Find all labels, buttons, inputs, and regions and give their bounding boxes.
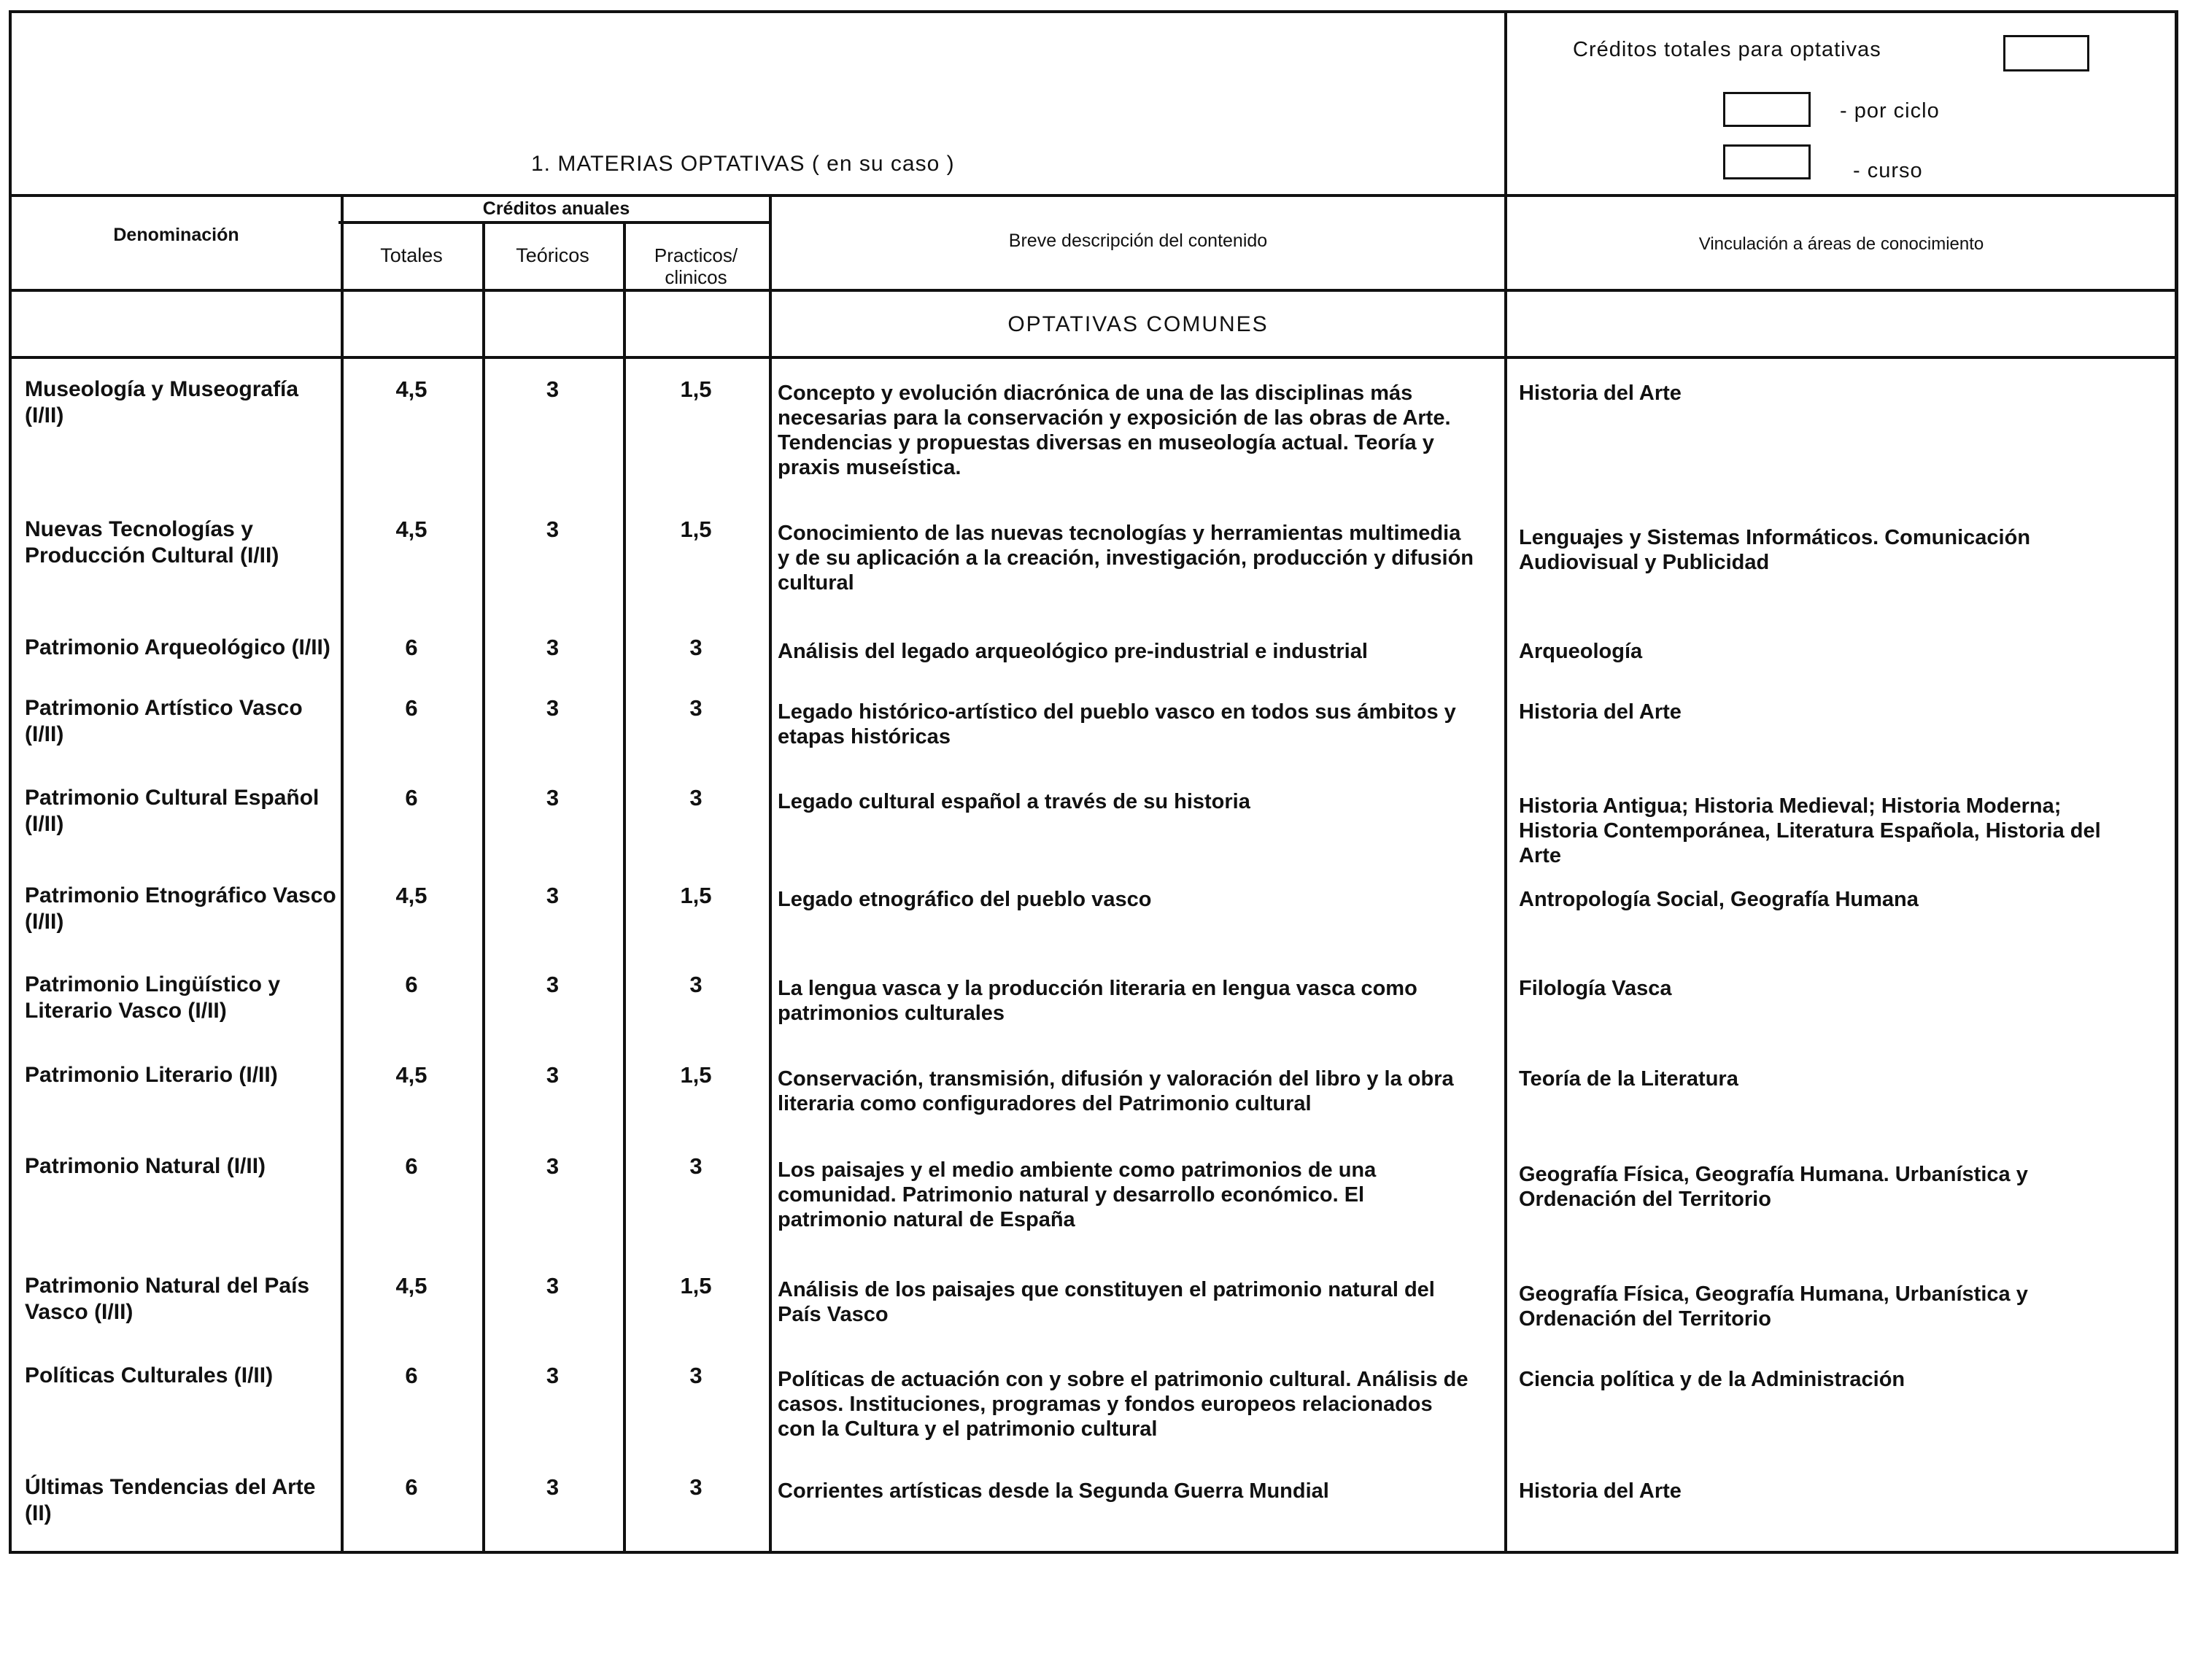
row-totales: 4,5 [395, 376, 427, 402]
header-descripcion: Breve descripción del contenido [1008, 231, 1268, 251]
row-teoricos: 3 [546, 1153, 560, 1179]
row-teoricos: 3 [546, 785, 560, 810]
per-cycle-label: - por ciclo [1840, 99, 1940, 123]
col-rule-practicos [769, 196, 772, 1554]
header-totales: Totales [380, 244, 443, 266]
per-course-label: - curso [1853, 159, 1923, 182]
row-totales: 6 [405, 1363, 418, 1388]
row-vinculacion: Historia Contemporánea, Literatura Española, Historia del [1519, 819, 2101, 843]
row-descripcion: casos. Instituciones, programas y fondos europeos relacionados [778, 1393, 1433, 1416]
row-denominacion: Últimas Tendencias del Arte [25, 1475, 316, 1499]
row-vinculacion: Geografía Física, Geografía Humana, Urbanística y [1519, 1282, 2028, 1306]
row-vinculacion: Historia del Arte [1519, 382, 1682, 405]
row-descripcion: La lengua vasca y la producción literaria en lengua vasca como [778, 977, 1417, 1000]
row-vinculacion: Historia del Arte [1519, 1479, 1682, 1503]
row-teoricos: 3 [546, 376, 560, 402]
row-descripcion: comunidad. Patrimonio natural y desarrollo económico. El [778, 1183, 1365, 1207]
row-descripcion: Legado cultural español a través de su historia [778, 790, 1250, 813]
row-vinculacion: Arqueología [1519, 640, 1643, 663]
credits-total-label: Créditos totales para optativas [1573, 38, 1881, 61]
row-denominacion: (I/II) [25, 812, 64, 836]
row-practicos: 3 [689, 695, 703, 721]
row-descripcion: con la Cultura y el patrimonio cultural [778, 1417, 1158, 1441]
row-totales: 6 [405, 695, 418, 721]
row-denominacion: (I/II) [25, 403, 64, 427]
header-creditos-anuales: Créditos anuales [482, 198, 630, 219]
credits-total-box[interactable] [2003, 35, 2089, 71]
row-teoricos: 3 [546, 1062, 560, 1088]
row-descripcion: necesarias para la conservación y exposición de las obras de Arte. [778, 406, 1451, 430]
row-denominacion: Patrimonio Literario (I/II) [25, 1063, 278, 1087]
row-totales: 6 [405, 785, 418, 810]
rule-below-section [12, 356, 2175, 359]
row-totales: 4,5 [395, 883, 427, 908]
row-teoricos: 3 [546, 1474, 560, 1500]
row-practicos: 3 [689, 1153, 703, 1179]
row-descripcion: patrimonio natural de España [778, 1208, 1075, 1231]
row-descripcion: Legado etnográfico del pueblo vasco [778, 888, 1152, 911]
row-teoricos: 3 [546, 1363, 560, 1388]
row-vinculacion: Teoría de la Literatura [1519, 1067, 1738, 1091]
optativas-form-sheet [9, 10, 2178, 1554]
row-practicos: 1,5 [680, 376, 712, 402]
row-descripcion: Políticas de actuación con y sobre el patrimonio cultural. Análisis de [778, 1368, 1469, 1391]
row-denominacion: Patrimonio Arqueológico (I/II) [25, 635, 330, 659]
header-practicos-2: clinicos [665, 266, 727, 288]
row-descripcion: País Vasco [778, 1303, 889, 1326]
row-descripcion: patrimonios culturales [778, 1002, 1005, 1025]
row-practicos: 1,5 [680, 883, 712, 908]
row-denominacion: Vasco (I/II) [25, 1300, 134, 1324]
row-descripcion: praxis museística. [778, 456, 961, 479]
row-teoricos: 3 [546, 1273, 560, 1298]
row-descripcion: Corrientes artísticas desde la Segunda Guerra Mundial [778, 1479, 1329, 1503]
row-teoricos: 3 [546, 516, 560, 542]
row-denominacion: Literario Vasco (I/II) [25, 999, 227, 1023]
row-descripcion: y de su aplicación a la creación, investigación, producción y difusión [778, 546, 1474, 570]
row-denominacion: Patrimonio Natural (I/II) [25, 1154, 266, 1178]
rule-below-column-headers [12, 289, 2175, 292]
row-practicos: 3 [689, 1474, 703, 1500]
row-denominacion: Patrimonio Lingüístico y [25, 972, 281, 996]
row-teoricos: 3 [546, 883, 560, 908]
row-descripcion: Conocimiento de las nuevas tecnologías y herramientas multimedia [778, 522, 1461, 545]
header-practicos-1: Practicos/ [654, 244, 738, 266]
per-course-box[interactable] [1723, 144, 1811, 179]
row-totales: 6 [405, 635, 418, 660]
row-vinculacion: Ciencia política y de la Administración [1519, 1368, 1905, 1391]
row-denominacion: Patrimonio Artístico Vasco [25, 696, 303, 720]
row-descripcion: Legado histórico-artístico del pueblo vasco en todos sus ámbitos y [778, 700, 1456, 724]
row-totales: 6 [405, 1474, 418, 1500]
row-totales: 6 [405, 1153, 418, 1179]
section-optativas-comunes: OPTATIVAS COMUNES [1007, 312, 1269, 336]
row-denominacion: Patrimonio Natural del País [25, 1274, 310, 1298]
rule-below-header [12, 194, 2175, 197]
row-teoricos: 3 [546, 972, 560, 997]
row-denominacion: Patrimonio Cultural Español [25, 786, 320, 810]
row-vinculacion: Filología Vasca [1519, 977, 1672, 1000]
row-denominacion: Nuevas Tecnologías y [25, 517, 253, 541]
row-denominacion: Producción Cultural (I/II) [25, 543, 279, 568]
row-vinculacion: Ordenación del Territorio [1519, 1188, 1771, 1211]
row-practicos: 1,5 [680, 516, 712, 542]
row-descripcion: Conservación, transmisión, difusión y valoración del libro y la obra [778, 1067, 1454, 1091]
header-vinculacion: Vinculación a áreas de conocimiento [1698, 234, 1984, 254]
row-denominacion: Museología y Museografía [25, 377, 299, 401]
row-vinculacion: Historia del Arte [1519, 700, 1682, 724]
section-title: 1. MATERIAS OPTATIVAS ( en su caso ) [531, 152, 955, 176]
row-denominacion: (I/II) [25, 722, 64, 746]
rule-below-credits-anuales [338, 221, 772, 224]
row-teoricos: 3 [546, 635, 560, 660]
row-denominacion: (I/II) [25, 910, 64, 934]
row-practicos: 3 [689, 635, 703, 660]
row-practicos: 1,5 [680, 1062, 712, 1088]
row-descripcion: Tendencias y propuestas diversas en museología actual. Teoría y [778, 431, 1434, 454]
header-denominacion: Denominación [113, 225, 239, 245]
row-totales: 4,5 [395, 516, 427, 542]
row-denominacion: Patrimonio Etnográfico Vasco [25, 883, 336, 907]
row-teoricos: 3 [546, 695, 560, 721]
row-totales: 4,5 [395, 1062, 427, 1088]
row-vinculacion: Historia Antigua; Historia Medieval; Historia Moderna; [1519, 794, 2062, 818]
row-vinculacion: Geografía Física, Geografía Humana. Urbanística y [1519, 1163, 2028, 1186]
row-practicos: 3 [689, 1363, 703, 1388]
row-vinculacion: Antropología Social, Geografía Humana [1519, 888, 1919, 911]
row-descripcion: Los paisajes y el medio ambiente como patrimonios de una [778, 1158, 1377, 1182]
row-practicos: 3 [689, 972, 703, 997]
row-totales: 4,5 [395, 1273, 427, 1298]
row-vinculacion: Lenguajes y Sistemas Informáticos. Comunicación [1519, 526, 2031, 549]
row-totales: 6 [405, 972, 418, 997]
per-cycle-box[interactable] [1723, 92, 1811, 127]
row-denominacion: Políticas Culturales (I/II) [25, 1363, 274, 1387]
row-denominacion: (II) [25, 1501, 52, 1525]
row-vinculacion: Arte [1519, 844, 1562, 867]
row-descripcion: etapas históricas [778, 725, 951, 748]
row-vinculacion: Ordenación del Territorio [1519, 1307, 1771, 1331]
header-teoricos: Teóricos [516, 244, 589, 266]
row-descripcion: Análisis del legado arqueológico pre-industrial e industrial [778, 640, 1368, 663]
row-descripcion: literaria como configuradores del Patrimonio cultural [778, 1092, 1312, 1115]
row-descripcion: Concepto y evolución diacrónica de una de las disciplinas más [778, 382, 1413, 405]
row-practicos: 3 [689, 785, 703, 810]
row-vinculacion: Audiovisual y Publicidad [1519, 551, 1770, 574]
row-descripcion: Análisis de los paisajes que constituyen el patrimonio natural del [778, 1278, 1435, 1301]
row-practicos: 1,5 [680, 1273, 712, 1298]
row-descripcion: cultural [778, 571, 854, 595]
